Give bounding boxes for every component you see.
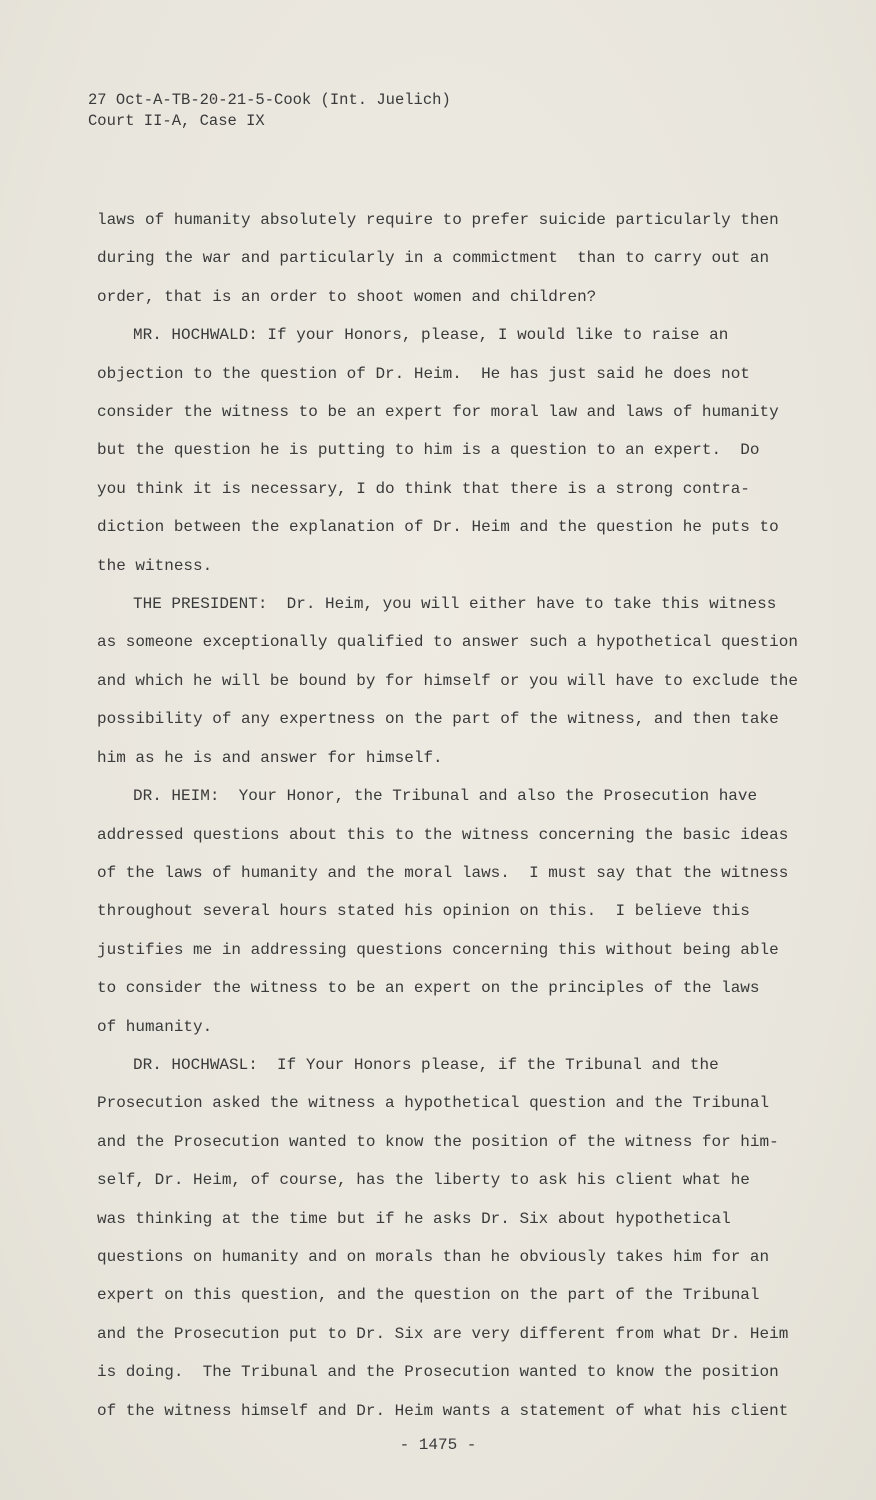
transcript-line: of the laws of humanity and the moral laws. I must say that the witness (97, 863, 789, 882)
transcript-line: self, Dr. Heim, of course, has the liberty to ask his client what he (97, 1171, 750, 1190)
transcript-line: was thinking at the time but if he asks Dr. Six about hypothetical (97, 1209, 731, 1228)
transcript-line: questions on humanity and on morals than he obviously takes him for an (97, 1247, 770, 1266)
transcript-line: MR. HOCHWALD: If your Honors, please, I would like to raise an (133, 326, 729, 345)
transcript-line: order, that is an order to shoot women and children? (97, 287, 597, 306)
transcript-line: as someone exceptionally qualified to answer such a hypothetical question (97, 633, 798, 652)
transcript-line: during the war and particularly in a commictment than to carry out an (97, 249, 770, 268)
transcript-line: DR. HEIM: Your Honor, the Tribunal and also the Prosecution have (133, 787, 758, 806)
transcript-line: objection to the question of Dr. Heim. He has just said he does not (97, 364, 750, 383)
transcript-line: and which he will be bound by for himself or you will have to exclude the (97, 671, 798, 690)
transcript-line: consider the witness to be an expert for moral law and laws of humanity (97, 403, 779, 422)
transcript-line: throughout several hours stated his opinion on this. I believe this (97, 902, 750, 921)
transcript-line: and the Prosecution put to Dr. Six are very different from what Dr. Heim (97, 1324, 789, 1343)
transcript-line: him as he is and answer for himself. (97, 748, 443, 767)
transcript-line: of humanity. (97, 1017, 213, 1036)
transcript-line: to consider the witness to be an expert on the principles of the laws (97, 979, 760, 998)
transcript-line: Prosecution asked the witness a hypothetical question and the Tribunal (97, 1094, 770, 1113)
transcript-line: you think it is necessary, I do think that there is a strong contra- (97, 479, 750, 498)
transcript-line: diction between the explanation of Dr. Heim and the question he puts to (97, 518, 779, 537)
transcript-line: is doing. The Tribunal and the Prosecution wanted to know the position (97, 1363, 779, 1382)
transcript-line: but the question he is putting to him is a question to an expert. Do (97, 441, 760, 460)
transcript-line: DR. HOCHWASL: If Your Honors please, if the Tribunal and the (133, 1055, 719, 1074)
header-court-case: Court II-A, Case IX (88, 112, 265, 130)
transcript-line: and the Prosecution wanted to know the position of the witness for him- (97, 1132, 779, 1151)
page-number: - 1475 - (399, 1436, 477, 1454)
transcript-line: the witness. (97, 556, 213, 575)
transcript-line: possibility of any expertness on the part of the witness, and then take (97, 710, 779, 729)
transcript-line: laws of humanity absolutely require to prefer suicide particularly then (97, 211, 779, 229)
transcript-line: justifies me in addressing questions concerning this without being able (97, 940, 779, 959)
transcript-line: addressed questions about this to the witness concerning the basic ideas (97, 825, 789, 844)
transcript-line: of the witness himself and Dr. Heim wants a statement of what his client (97, 1401, 789, 1420)
document-header (88, 90, 451, 132)
transcript-line: expert on this question, and the question on the part of the Tribunal (97, 1286, 760, 1305)
header-reference: 27 Oct-A-TB-20-21-5-Cook (Int. Juelich) (88, 91, 451, 109)
transcript-line: THE PRESIDENT: Dr. Heim, you will either have to take this witness (133, 595, 777, 614)
transcript-body (97, 201, 817, 1430)
